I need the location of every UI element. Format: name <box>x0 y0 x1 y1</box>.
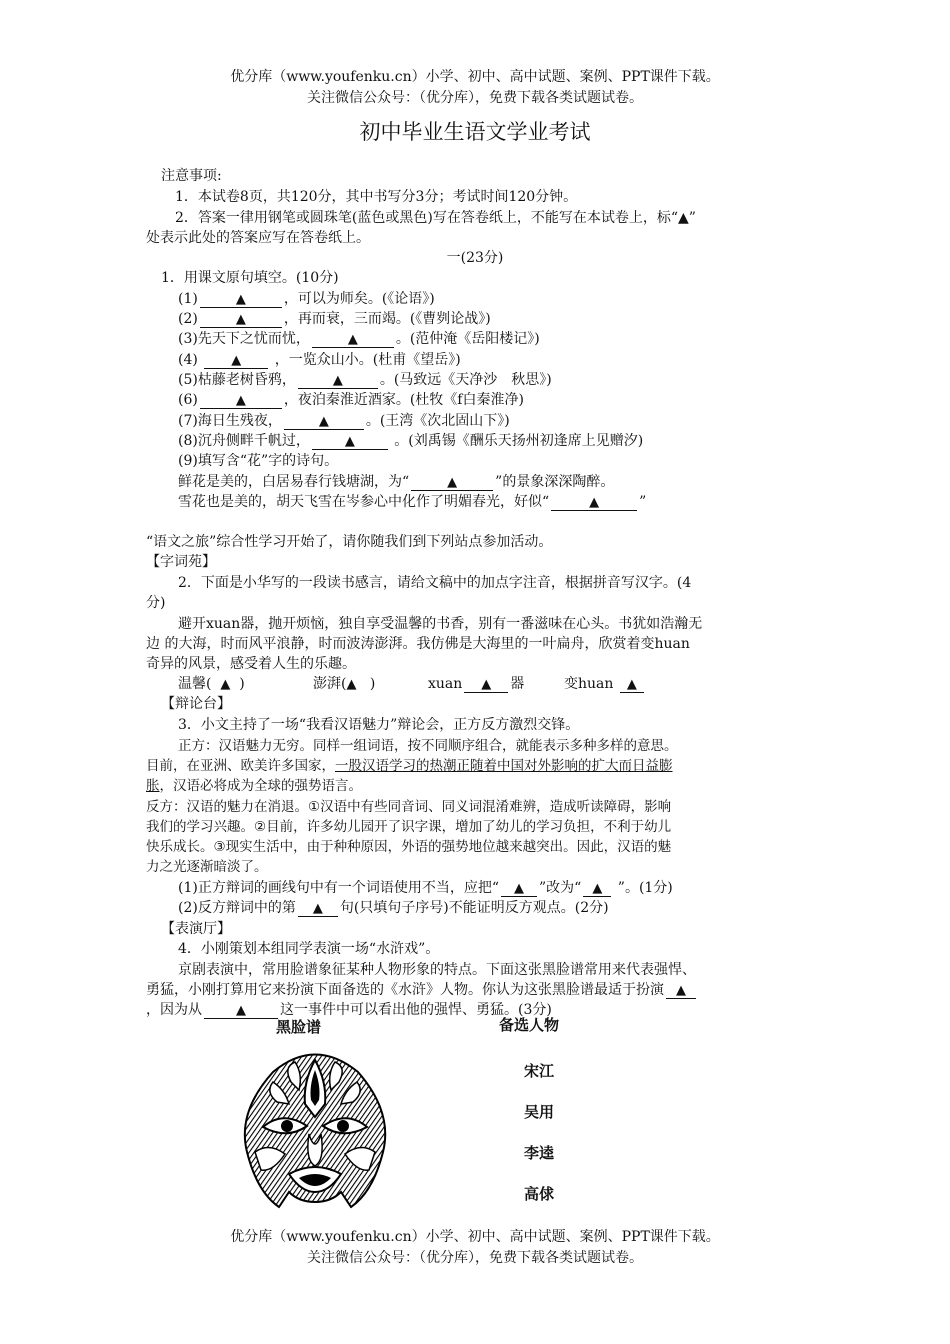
q1-item-6 <box>178 390 524 410</box>
triangle-marker-icon: ▲ <box>220 677 231 692</box>
q3-underlined-sentence: 一股汉语学习的热潮正随着中国对外影响的扩大而日益膨 <box>335 758 673 774</box>
triangle-marker-icon: ▲ <box>344 434 355 449</box>
q3-pro-c-plain: ，汉语必将成为全球的强势语言。 <box>159 778 362 794</box>
site-header-line2: 关注微信公众号：（优分库），免费下载各类试题试卷。 <box>307 90 643 106</box>
station-bianlun: 【辩论台】 <box>161 696 231 712</box>
answer-blank <box>501 881 537 897</box>
notice-heading: 注意事项: <box>161 168 222 184</box>
q4-para-b-text: 勇猛，小刚打算用它来扮演下面备选的《水浒》人物。你认为这张黑脸谱最适于扮演 <box>146 982 664 998</box>
triangle-marker-icon: ▲ <box>346 677 357 692</box>
site-footer-line2: 关注微信公众号：（优分库），免费下载各类试题试卷。 <box>307 1250 643 1266</box>
q3-pro-c <box>146 776 362 796</box>
q2-answer-2 <box>313 674 375 695</box>
answer-blank <box>298 373 378 389</box>
triangle-marker-icon: ▲ <box>231 353 242 368</box>
q1-item-9b-post: ” <box>639 494 647 510</box>
station-biaoyan: 【表演厅】 <box>161 921 231 937</box>
candidate-gao-qiu: 高俅 <box>524 1185 555 1203</box>
q3-con-d: 力之光逐渐暗淡了。 <box>146 859 268 875</box>
triangle-marker-icon: ▲ <box>589 495 600 510</box>
mask-label: 黑脸谱 <box>276 1018 322 1036</box>
q3-con-a: 反方：汉语的魅力在消退。①汉语中有些同音词、同义词混淆难辨，造成听读障碍，影响 <box>146 799 672 815</box>
q4-para-a: 京剧表演中，常用脸谱象征某种人物形象的特点。下面这张黑脸谱常用来代表强悍、 <box>178 962 696 978</box>
q2-para-c: 奇异的风景，感受着人生的乐趣。 <box>146 656 356 672</box>
site-footer-line1: 优分库（www.youfenku.cn）小学、初中、高中试题、案例、PPT课件下载。 <box>230 1229 720 1245</box>
q2-answer-2-pre: 澎湃( <box>313 676 347 692</box>
q1-item-9a <box>178 472 614 492</box>
q3-sub-1 <box>178 878 673 898</box>
answer-blank <box>620 677 644 693</box>
candidate-li-kui: 李逵 <box>524 1144 555 1162</box>
q3-pro-a: 正方：汉语魅力无穷。同样一组词语，按不同顺序组合，就能表示多种多样的意思。 <box>178 738 678 754</box>
q1-item-5 <box>178 370 552 390</box>
q1-item-1-post: ，可以为师矣。(《论语》) <box>283 291 435 307</box>
q2-stem-b: 分) <box>146 595 166 611</box>
q2-answer-3 <box>428 674 524 694</box>
triangle-marker-icon: ▲ <box>312 901 323 916</box>
q2-answer-1 <box>178 674 245 695</box>
triangle-marker-icon: ▲ <box>236 1003 246 1018</box>
triangle-marker-icon: ▲ <box>592 881 603 896</box>
answer-blank <box>200 393 282 409</box>
triangle-marker-icon: ▲ <box>235 312 246 327</box>
q2-answer-4-pre: 变huan <box>564 676 614 692</box>
q3-sub-1-post: ”。(1分) <box>617 880 673 896</box>
q1-item-8 <box>178 431 643 451</box>
triangle-marker-icon: ▲ <box>626 677 637 692</box>
triangle-marker-icon: ▲ <box>447 475 458 490</box>
q3-sub-1-mid: ”改为“ <box>539 880 582 896</box>
q4-stem: 4．小刚策划本组同学表演一场“水浒戏”。 <box>178 941 440 957</box>
q1-item-1-pre: (1) <box>178 291 198 307</box>
site-header-line1: 优分库（www.youfenku.cn）小学、初中、高中试题、案例、PPT课件下载。 <box>230 69 720 85</box>
q2-para-b: 边 的大海，时而风平浪静，时而波涛澎湃。我仿佛是大海里的一叶扁舟，欣赏着变huan <box>146 636 690 652</box>
q4-para-c <box>146 1000 552 1020</box>
black-face-mask-image <box>233 1042 398 1222</box>
q3-sub-2 <box>178 898 609 918</box>
q1-item-3-post: 。(范仲淹《岳阳楼记》) <box>395 331 540 347</box>
q2-answer-3-post: 器 <box>510 676 525 692</box>
q3-pro-b-plain: 目前，在亚洲、欧美许多国家， <box>146 758 335 774</box>
q1-item-3 <box>178 329 540 349</box>
page-title: 初中毕业生语文学业考试 <box>359 120 591 144</box>
answer-blank <box>312 434 388 450</box>
triangle-marker-icon: ▲ <box>514 881 524 896</box>
q1-item-2-pre: (2) <box>178 311 198 327</box>
q4-para-c-pre: ，因为从 <box>146 1002 202 1018</box>
triangle-marker-icon: ▲ <box>481 677 492 692</box>
q1-item-9b <box>178 492 646 512</box>
q1-item-6-post: ，夜泊秦淮近酒家。(杜牧《f白秦淮净) <box>283 392 524 408</box>
section-heading: 一(23分) <box>446 250 504 266</box>
q1-item-6-pre: (6) <box>178 392 198 408</box>
answer-blank <box>411 475 493 491</box>
q1-stem: 1．用课文原句填空。(10分) <box>161 270 339 286</box>
q4-para-c-post: 这一事件中可以看出他的强悍、勇猛。(3分) <box>280 1002 552 1018</box>
candidate-song-jiang: 宋江 <box>524 1062 555 1080</box>
q2-answer-2-post: ) <box>369 676 376 692</box>
q2-answer-3-pre: xuan <box>428 676 463 692</box>
q1-item-4 <box>178 350 461 370</box>
q1-item-9b-pre: 雪花也是美的，胡天飞雪在岑参心中化作了明媚春光，好似“ <box>178 494 550 510</box>
q1-item-4-post: ，一览众山小。(杜甫《望岳》) <box>274 352 461 368</box>
q1-item-5-pre: (5)枯藤老树昏鸦， <box>178 372 296 388</box>
q1-item-7-pre: (7)海日生残夜， <box>178 413 282 429</box>
q2-para-a: 避开xuan器，抛开烦恼，独自享受温馨的书香，别有一番滋味在心头。书犹如浩瀚无 <box>178 616 703 632</box>
q3-sub-2-post: 句(只填句子序号)不能证明反方观点。(2分) <box>339 900 609 916</box>
q3-underlined-tail: 胀 <box>146 778 160 794</box>
q1-item-7 <box>178 411 510 431</box>
q3-stem: 3．小文主持了一场“我看汉语魅力”辩论会，正方反方激烈交锋。 <box>178 717 580 733</box>
triangle-marker-icon: ▲ <box>318 414 329 429</box>
triangle-marker-icon: ▲ <box>235 393 246 408</box>
q1-item-8-pre: (8)沉舟侧畔千帆过， <box>178 433 310 449</box>
q1-item-8-post: 。(刘禹锡《酬乐天扬州初逢席上见赠汐) <box>394 433 644 449</box>
answer-blank <box>284 414 364 430</box>
answer-blank <box>312 332 394 348</box>
q1-item-2 <box>178 309 491 329</box>
triangle-marker-icon: ▲ <box>676 983 686 998</box>
q1-item-3-pre: (3)先天下之忧而忧， <box>178 331 310 347</box>
answer-blank <box>200 292 282 308</box>
q3-con-b: 我们的学习兴趣。②目前，许多幼儿园开了识字课，增加了幼儿的学习负担，不利于幼儿 <box>146 819 672 835</box>
q1-item-2-post: ，再而衰，三而竭。(《曹刿论战》) <box>283 311 491 327</box>
q1-item-4-pre: (4) <box>178 352 198 368</box>
station-ciyuan: 【字词苑】 <box>146 554 216 570</box>
activity-intro: “语文之旅”综合性学习开始了，请你随我们到下列站点参加活动。 <box>146 534 553 550</box>
q1-item-5-post: 。(马致远《天净沙 秋思》) <box>379 372 552 388</box>
candidates-label: 备选人物 <box>499 1016 560 1034</box>
q3-sub-2-pre: (2)反方辩词中的第 <box>178 900 296 916</box>
triangle-marker-icon: ▲ <box>347 332 358 347</box>
q1-item-7-post: 。(王湾《次北固山下》) <box>365 413 510 429</box>
answer-blank <box>666 983 696 999</box>
q1-item-1 <box>178 289 435 309</box>
q2-answer-1-post: ) <box>239 676 245 692</box>
q3-sub-1-pre: (1)正方辩词的画线句中有一个词语使用不当，应把“ <box>178 880 499 896</box>
q4-para-b <box>146 980 698 1000</box>
answer-blank <box>200 312 282 328</box>
q3-pro-b <box>146 756 673 776</box>
notice-item-2b: 处表示此处的答案应写在答卷纸上。 <box>146 230 370 246</box>
q1-item-9: (9)填写含“花”字的诗句。 <box>178 453 339 469</box>
q1-item-9a-post: ”的景象深深陶醉。 <box>495 474 615 490</box>
triangle-marker-icon: ▲ <box>332 373 343 388</box>
triangle-marker-icon: ▲ <box>235 292 246 307</box>
q1-item-9a-pre: 鲜花是美的，白居易春行钱塘湖，为“ <box>178 474 410 490</box>
answer-blank <box>298 901 338 917</box>
answer-blank <box>204 1003 278 1019</box>
answer-blank <box>204 353 268 369</box>
notice-item-2a: 2．答案一律用钢笔或圆珠笔(蓝色或黑色)写在答卷纸上，不能写在本试卷上，标“▲” <box>175 210 696 226</box>
notice-item-1: 1．本试卷8页，共120分，其中书写分3分；考试时间120分钟。 <box>175 189 578 205</box>
answer-blank <box>551 495 637 511</box>
answer-blank <box>583 881 611 897</box>
candidate-wu-yong: 吴用 <box>524 1103 555 1121</box>
answer-blank <box>464 677 508 693</box>
q2-answer-4 <box>564 674 646 694</box>
q2-stem-a: 2．下面是小华写的一段读书感言，请给文稿中的加点字注音，根据拼音写汉字。(4 <box>178 575 692 591</box>
q2-answer-1-pre: 温馨( <box>178 676 212 692</box>
q3-con-c: 快乐成长。③现实生活中，由于种种原因，外语的强势地位越来越突出。因此，汉语的魅 <box>146 839 672 855</box>
